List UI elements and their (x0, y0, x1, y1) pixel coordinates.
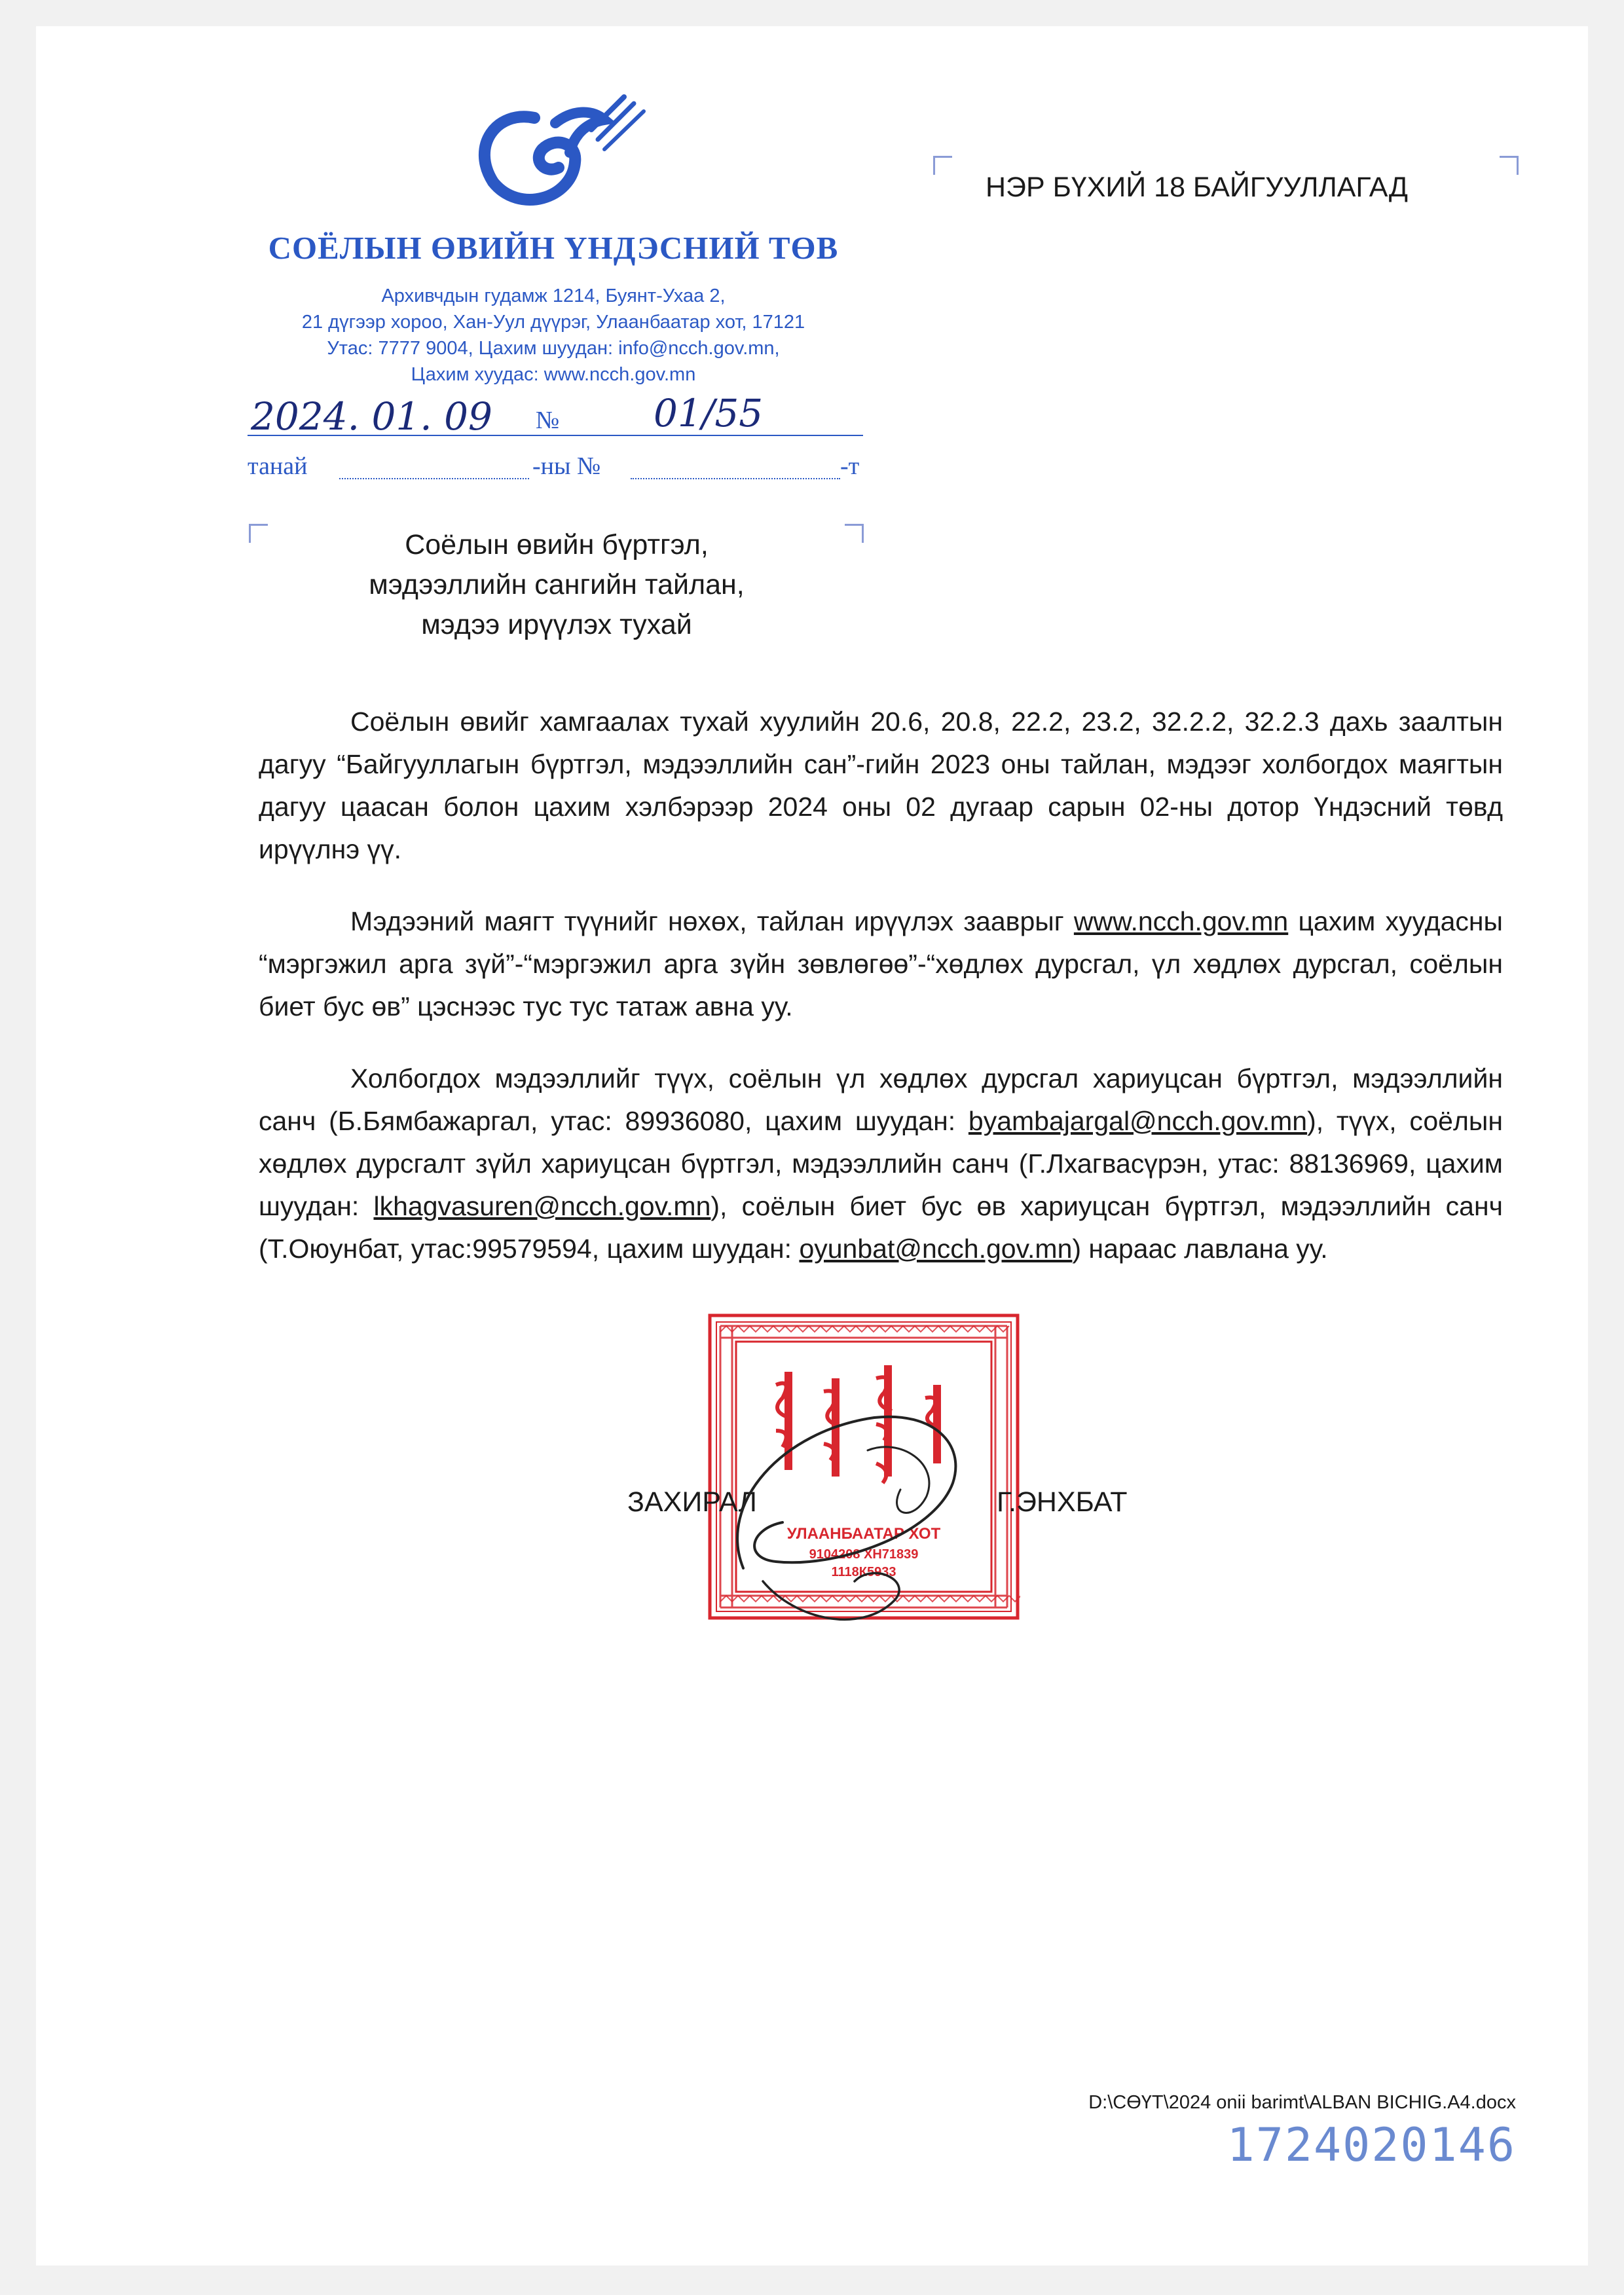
handwritten-number: 01/55 (654, 391, 764, 435)
body-paragraph-3 (259, 1057, 1503, 1270)
t-label: -т (840, 452, 860, 480)
body-paragraph-2 (259, 900, 1503, 1028)
subject-corner-right (845, 524, 864, 543)
signatory-title: ЗАХИРАЛ (627, 1486, 757, 1518)
paragraph-text: ) нараас лавлана уу. (1072, 1234, 1328, 1264)
stamp-register: 1118К5933 (831, 1565, 896, 1579)
recipient-corner-left (933, 156, 952, 175)
organization-name: СОЁЛЫН ӨВИЙН ҮНДЭСНИЙ ТӨВ (268, 230, 839, 266)
organization-address (242, 283, 864, 388)
subject-corner-left (249, 524, 268, 543)
paragraph-text: Соёлын өвийг хамгаалах тухай хуулийн 20.6, 20.8, 22.2, 23.2, 32.2.2, 32.2.3 дахь заалтын дагуу “Байгууллагын бүртгэл, мэдээллийн сан”-гийн 2023 оны тайлан, мэдээг холбогдох маягтын дагуу цаасан болон цахим хэлбэрээр 2024 оны 02 дугаар сарын 02-ны дотор Үндэсний төвд ирүүлнэ үү. (259, 707, 1503, 864)
registration-row (248, 391, 863, 440)
address-line: 21 дүгээр хороо, Хан-Уул дүүрэг, Улаанбаатар хот, 17121 (301, 312, 805, 333)
body-paragraph-1 (259, 701, 1503, 871)
paragraph-text: Холбогдох мэдээллийг түүх, соёлын үл хөдлөх дурсгал хариуцсан бүртгэл, мэдээллийн санч (Б.Бямбажаргал, утас: 89936080, цахим шуудан: (259, 1063, 1503, 1136)
website-link[interactable]: www.ncch.gov.mn (1073, 906, 1289, 936)
subject-line: мэдээллийн сангийн тайлан, (369, 569, 745, 600)
number-label: № (536, 407, 560, 434)
paragraph-text: цахим хуудасны “мэргэжил арга зүй”-“мэргэжил арга зүйн зөвлөгөө”-“хөдлөх дурсгал, үл хөдлөх дурсгал, соёлын биет бус өв” цэснээс тус тус татаж авна уу. (259, 906, 1503, 1021)
subject-line: мэдээ ирүүлэх тухай (421, 609, 692, 640)
handwritten-date: 2024. 01. 09 (251, 394, 492, 439)
stamp-city: УЛААНБААТАР ХОТ (786, 1525, 941, 1543)
reference-date-blank (339, 478, 529, 479)
paragraph-text: ), түүх, соёлын хөдлөх дурсгалт зүйл хариуцсан бүртгэл, мэдээллийн санч (Г.Лхагвасүрэн, утас: 88136969, цахим шуудан: (259, 1106, 1503, 1221)
document-number: 1724020146 (1227, 2118, 1516, 2172)
subject (275, 525, 838, 645)
handwritten-signature (704, 1372, 979, 1647)
ncch-logo (457, 84, 654, 215)
tanai-label: танай (248, 452, 308, 480)
address-line: Утас: 7777 9004, Цахим шуудан: info@ncch.gov.mn, (327, 338, 780, 359)
reference-row (248, 452, 863, 491)
paragraph-text: ), соёлын биет бус өв хариуцсан бүртгэл, мэдээллийн санч (Т.Оюунбат, утас:99579594, цахим шуудан: (259, 1191, 1503, 1264)
email-link-lkhagvasuren[interactable]: lkhagvasuren@ncch.gov.mn (373, 1191, 711, 1221)
reference-number-blank (631, 478, 840, 479)
ny-label: -ны № (532, 452, 601, 480)
signatory-name: Г.ЭНХБАТ (997, 1486, 1128, 1518)
address-line: Цахим хуудас: www.ncch.gov.mn (411, 364, 696, 385)
recipient: НЭР БҮХИЙ 18 БАЙГУУЛЛАГАД (986, 172, 1409, 203)
recipient-corner-right (1500, 156, 1519, 175)
subject-line: Соёлын өвийн бүртгэл, (405, 529, 709, 560)
paragraph-text: Мэдээний маягт түүнийг нөхөх, тайлан ирүүлэх зааврыг (350, 906, 1074, 936)
email-link-byambajargal[interactable]: byambajargal@ncch.gov.mn (968, 1106, 1308, 1136)
file-path: D:\СӨҮТ\2024 onii barimt\ALBAN BICHIG.A4.docx (1088, 2092, 1516, 2113)
stamp-codes: 9104208 ХН71839 (809, 1547, 919, 1562)
address-line: Архивчдын гудамж 1214, Буянт-Ухаа 2, (381, 285, 726, 306)
email-link-oyunbat[interactable]: oyunbat@ncch.gov.mn (799, 1234, 1073, 1264)
